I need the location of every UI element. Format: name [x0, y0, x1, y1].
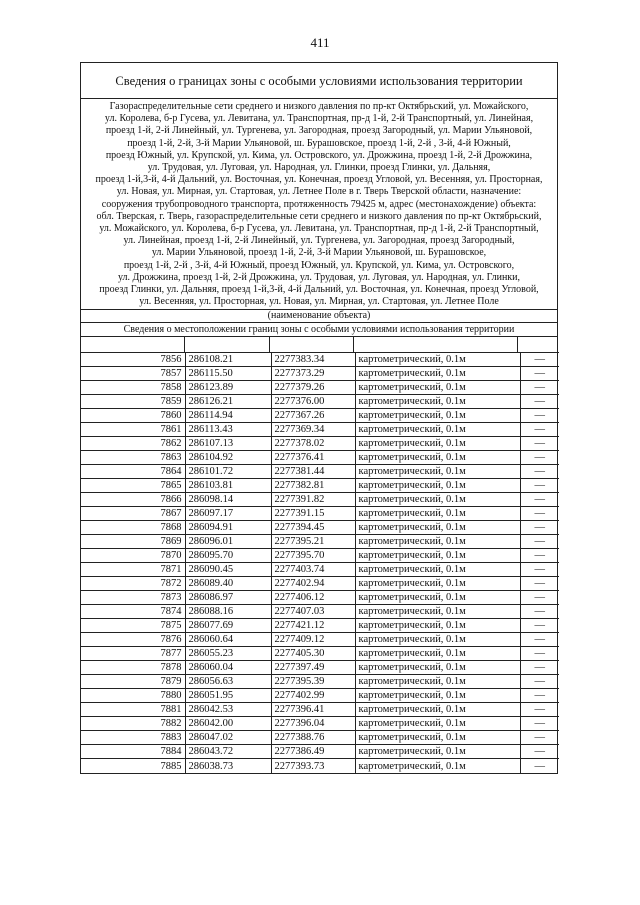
coord-x-cell: 286107.13: [185, 437, 271, 451]
extra-note-cell: —: [520, 437, 559, 451]
method-accuracy-cell: картометрический, 0.1м: [355, 745, 520, 759]
extra-note-cell: —: [520, 661, 559, 675]
coord-x-cell: 286060.64: [185, 633, 271, 647]
method-accuracy-cell: картометрический, 0.1м: [355, 661, 520, 675]
method-accuracy-cell: картометрический, 0.1м: [355, 381, 520, 395]
method-accuracy-cell: картометрический, 0.1м: [355, 633, 520, 647]
coord-y-cell: 2277367.26: [271, 409, 355, 423]
coord-x-cell: 286088.16: [185, 605, 271, 619]
extra-note-cell: —: [520, 381, 559, 395]
extra-note-cell: —: [520, 731, 559, 745]
method-accuracy-cell: картометрический, 0.1м: [355, 647, 520, 661]
extra-note-cell: —: [520, 703, 559, 717]
coord-y-cell: 2277373.29: [271, 367, 355, 381]
description-line: обл. Тверская, г. Тверь, газораспределительные сети среднего и низкого давления по пр-кт Октябрьский,: [96, 210, 542, 222]
description-line: ул. Дрожжина, проезд 1-й, 2-й Дрожжина, ул. Трудовая, ул. Луговая, ул. Народная, ул. Глинки,: [117, 271, 521, 283]
extra-note-cell: —: [520, 591, 559, 605]
coord-x-cell: 286114.94: [185, 409, 271, 423]
method-accuracy-cell: картометрический, 0.1м: [355, 479, 520, 493]
coord-x-cell: 286098.14: [185, 493, 271, 507]
coord-x-cell: 286090.45: [185, 563, 271, 577]
table-row: [81, 577, 559, 591]
coord-y-cell: 2277383.34: [271, 353, 355, 367]
coord-y-cell: 2277378.02: [271, 437, 355, 451]
description-line: ул. Весенняя, ул. Просторная, ул. Новая, ул. Мирная, ул. Стартовая, ул. Летнее Поле: [139, 296, 499, 308]
table-row: [81, 395, 559, 409]
point-number-cell: 7861: [81, 423, 185, 437]
coord-y-cell: 2277406.12: [271, 591, 355, 605]
method-accuracy-cell: картометрический, 0.1м: [355, 507, 520, 521]
object-description: [81, 99, 557, 310]
coord-y-cell: 2277397.49: [271, 661, 355, 675]
method-accuracy-cell: картометрический, 0.1м: [355, 675, 520, 689]
location-section-caption: Сведения о местоположении границ зоны с особыми условиями использования территории: [123, 324, 515, 336]
coord-x-cell: 286108.21: [185, 353, 271, 367]
table-row: [81, 675, 559, 689]
point-number-cell: 7866: [81, 493, 185, 507]
coord-y-cell: 2277402.99: [271, 689, 355, 703]
sheet-title: Сведения о границах зоны с особыми условиями использования территории: [81, 63, 557, 99]
method-accuracy-cell: картометрический, 0.1м: [355, 703, 520, 717]
coord-x-cell: 286047.02: [185, 731, 271, 745]
method-accuracy-cell: картометрический, 0.1м: [355, 353, 520, 367]
point-number-cell: 7862: [81, 437, 185, 451]
coord-x-cell: 286101.72: [185, 465, 271, 479]
extra-note-cell: —: [520, 465, 559, 479]
description-line: ул. Трудовая, ул. Луговая, ул. Народная, ул. Глинки, проезд Глинки, ул. Дальняя,: [147, 162, 491, 174]
method-accuracy-cell: картометрический, 0.1м: [355, 535, 520, 549]
table-row: [81, 437, 559, 451]
table-row: [81, 451, 559, 465]
extra-note-cell: —: [520, 423, 559, 437]
coord-y-cell: 2277407.03: [271, 605, 355, 619]
coord-y-cell: 2277388.76: [271, 731, 355, 745]
method-accuracy-cell: картометрический, 0.1м: [355, 409, 520, 423]
extra-note-cell: —: [520, 535, 559, 549]
point-number-cell: 7879: [81, 675, 185, 689]
method-accuracy-cell: картометрический, 0.1м: [355, 577, 520, 591]
description-line: проезд 1-й, 2-й , 3-й, 4-й Южный, проезд Южный, ул. Крупской, ул. Кима, ул. Островского,: [123, 259, 515, 271]
table-row: [81, 633, 559, 647]
extra-note-cell: —: [520, 717, 559, 731]
coord-x-cell: 286103.81: [185, 479, 271, 493]
coord-y-cell: 2277421.12: [271, 619, 355, 633]
point-number-cell: 7876: [81, 633, 185, 647]
table-row: [81, 689, 559, 703]
coord-y-cell: 2277391.15: [271, 507, 355, 521]
table-row: [81, 479, 559, 493]
coord-y-cell: 2277391.82: [271, 493, 355, 507]
extra-note-cell: —: [520, 605, 559, 619]
coord-y-cell: 2277396.04: [271, 717, 355, 731]
method-accuracy-cell: картометрический, 0.1м: [355, 437, 520, 451]
method-accuracy-cell: картометрический, 0.1м: [355, 465, 520, 479]
method-accuracy-cell: картометрический, 0.1м: [355, 717, 520, 731]
point-number-cell: 7882: [81, 717, 185, 731]
extra-note-cell: —: [520, 689, 559, 703]
description-line: Газораспределительные сети среднего и низкого давления по пр-кт Октябрьский, ул. Можайского,: [109, 101, 529, 112]
table-row: [81, 493, 559, 507]
table-row: [81, 647, 559, 661]
method-accuracy-cell: картометрический, 0.1м: [355, 423, 520, 437]
extra-note-cell: —: [520, 647, 559, 661]
table-row: [81, 465, 559, 479]
coord-x-cell: 286077.69: [185, 619, 271, 633]
extra-note-cell: —: [520, 619, 559, 633]
coord-x-cell: 286094.91: [185, 521, 271, 535]
table-row: [81, 423, 559, 437]
description-line: ул. Можайского, ул. Королева, б-р Гусева, ул. Левитана, ул. Транспортная, пр-д 1-й, 2-й Транспортный,: [99, 223, 539, 235]
description-line: проезд 1-й,3-й, 4-й Дальний, ул. Восточная, ул. Конечная, проезд Угловой, ул. Весенняя, ул. Просторная,: [95, 174, 543, 186]
extra-note-cell: —: [520, 577, 559, 591]
coord-x-cell: 286042.53: [185, 703, 271, 717]
point-number-cell: 7884: [81, 745, 185, 759]
point-number-cell: 7863: [81, 451, 185, 465]
point-number-cell: 7858: [81, 381, 185, 395]
table-row: [81, 521, 559, 535]
method-accuracy-cell: картометрический, 0.1м: [355, 731, 520, 745]
extra-note-cell: —: [520, 745, 559, 759]
point-number-cell: 7878: [81, 661, 185, 675]
method-accuracy-cell: картометрический, 0.1м: [355, 619, 520, 633]
table-row: [81, 381, 559, 395]
coord-x-cell: 286113.43: [185, 423, 271, 437]
coord-x-cell: 286042.00: [185, 717, 271, 731]
coord-x-cell: 286056.63: [185, 675, 271, 689]
method-accuracy-cell: картометрический, 0.1м: [355, 591, 520, 605]
coord-y-cell: 2277394.45: [271, 521, 355, 535]
coord-x-cell: 286055.23: [185, 647, 271, 661]
point-number-cell: 7871: [81, 563, 185, 577]
extra-note-cell: —: [520, 367, 559, 381]
table-row: [81, 745, 559, 759]
extra-note-cell: —: [520, 493, 559, 507]
table-row: [81, 353, 559, 367]
description-line: ул. Марии Ульяновой, проезд 1-й, 2-й, 3-й Марии Ульяновой, ш. Бурашовское,: [151, 247, 487, 259]
coord-y-cell: 2277379.26: [271, 381, 355, 395]
coord-y-cell: 2277395.21: [271, 535, 355, 549]
point-number-cell: 7856: [81, 353, 185, 367]
point-number-cell: 7857: [81, 367, 185, 381]
method-accuracy-cell: картометрический, 0.1м: [355, 395, 520, 409]
coord-x-cell: 286038.73: [185, 759, 271, 773]
method-accuracy-cell: картометрический, 0.1м: [355, 521, 520, 535]
coord-x-cell: 286086.97: [185, 591, 271, 605]
coord-x-cell: 286126.21: [185, 395, 271, 409]
extra-note-cell: —: [520, 563, 559, 577]
point-number-cell: 7880: [81, 689, 185, 703]
coord-x-cell: 286095.70: [185, 549, 271, 563]
extra-note-cell: —: [520, 479, 559, 493]
coord-x-cell: 286104.92: [185, 451, 271, 465]
coord-y-cell: 2277381.44: [271, 465, 355, 479]
method-accuracy-cell: картометрический, 0.1м: [355, 493, 520, 507]
coord-y-cell: 2277395.70: [271, 549, 355, 563]
extra-note-cell: —: [520, 507, 559, 521]
extra-note-cell: —: [520, 395, 559, 409]
description-line: проезд Глинки, ул. Дальняя, проезд 1-й,3-й, 4-й Дальний, ул. Восточная, ул. Конечная, проезд Угловой,: [99, 284, 539, 296]
coordinates-table: [81, 352, 559, 773]
point-number-cell: 7869: [81, 535, 185, 549]
point-number-cell: 7874: [81, 605, 185, 619]
extra-note-cell: —: [520, 521, 559, 535]
point-number-cell: 7877: [81, 647, 185, 661]
coord-x-cell: 286043.72: [185, 745, 271, 759]
point-number-cell: 7870: [81, 549, 185, 563]
description-line: ул. Королева, б-р Гусева, ул. Левитана, ул. Транспортная, пр-д 1-й, 2-й Транспортный, ул. Линейная,: [104, 113, 534, 125]
coord-y-cell: 2277369.34: [271, 423, 355, 437]
table-row: [81, 535, 559, 549]
method-accuracy-cell: картометрический, 0.1м: [355, 549, 520, 563]
method-accuracy-cell: картометрический, 0.1м: [355, 451, 520, 465]
point-number-cell: 7873: [81, 591, 185, 605]
coord-x-cell: 286051.95: [185, 689, 271, 703]
extra-note-cell: —: [520, 353, 559, 367]
coord-y-cell: 2277393.73: [271, 759, 355, 773]
extra-note-cell: —: [520, 409, 559, 423]
table-row: [81, 619, 559, 633]
table-row: [81, 661, 559, 675]
point-number-cell: 7885: [81, 759, 185, 773]
method-accuracy-cell: картометрический, 0.1м: [355, 367, 520, 381]
coord-y-cell: 2277403.74: [271, 563, 355, 577]
point-number-cell: 7868: [81, 521, 185, 535]
coord-y-cell: 2277382.81: [271, 479, 355, 493]
method-accuracy-cell: картометрический, 0.1м: [355, 605, 520, 619]
description-line: ул. Новая, ул. Мирная, ул. Стартовая, ул. Летнее Поле в г. Тверь Тверской области, назначение:: [116, 186, 522, 198]
coord-y-cell: 2277405.30: [271, 647, 355, 661]
coord-y-cell: 2277376.00: [271, 395, 355, 409]
point-number-cell: 7872: [81, 577, 185, 591]
description-line: проезд 1-й, 2-й Линейный, ул. Тургенева, ул. Загородная, проезд Загородный, ул. Марии Ульяновой,: [105, 125, 533, 137]
extra-note-cell: —: [520, 675, 559, 689]
table-header-spacer: [81, 336, 557, 352]
coord-y-cell: 2277396.41: [271, 703, 355, 717]
extra-note-cell: —: [520, 633, 559, 647]
point-number-cell: 7867: [81, 507, 185, 521]
table-row: [81, 717, 559, 731]
table-row: [81, 549, 559, 563]
coord-x-cell: 286123.89: [185, 381, 271, 395]
point-number-cell: 7881: [81, 703, 185, 717]
description-line: сооружения трубопроводного транспорта, протяженность 79425 м, адрес (местонахождение) объекта:: [101, 198, 537, 210]
table-row: [81, 591, 559, 605]
zone-boundary-sheet: [80, 62, 558, 774]
method-accuracy-cell: картометрический, 0.1м: [355, 759, 520, 773]
coord-y-cell: 2277402.94: [271, 577, 355, 591]
description-line: ул. Линейная, проезд 1-й, 2-й Линейный, ул. Тургенева, ул. Загородная, проезд Загородный,: [123, 235, 515, 247]
method-accuracy-cell: картометрический, 0.1м: [355, 689, 520, 703]
point-number-cell: 7864: [81, 465, 185, 479]
table-row: [81, 367, 559, 381]
coord-x-cell: 286096.01: [185, 535, 271, 549]
coord-x-cell: 286089.40: [185, 577, 271, 591]
object-name-caption: (наименование объекта): [81, 310, 557, 323]
table-row: [81, 563, 559, 577]
point-number-cell: 7875: [81, 619, 185, 633]
point-number-cell: 7860: [81, 409, 185, 423]
coord-y-cell: 2277409.12: [271, 633, 355, 647]
point-number-cell: 7865: [81, 479, 185, 493]
coord-x-cell: 286097.17: [185, 507, 271, 521]
table-row: [81, 409, 559, 423]
table-row: [81, 731, 559, 745]
extra-note-cell: —: [520, 451, 559, 465]
coord-y-cell: 2277395.39: [271, 675, 355, 689]
table-row: [81, 759, 559, 773]
description-line: проезд 1-й, 2-й, 3-й Марии Ульяновой, ш. Бурашовское, проезд 1-й, 2-й , 3-й, 4-й Южный,: [127, 137, 511, 149]
extra-note-cell: —: [520, 549, 559, 563]
point-number-cell: 7883: [81, 731, 185, 745]
point-number-cell: 7859: [81, 395, 185, 409]
extra-note-cell: —: [520, 759, 559, 773]
table-row: [81, 703, 559, 717]
coord-y-cell: 2277386.49: [271, 745, 355, 759]
coord-x-cell: 286115.50: [185, 367, 271, 381]
coord-x-cell: 286060.04: [185, 661, 271, 675]
coord-y-cell: 2277376.41: [271, 451, 355, 465]
table-row: [81, 507, 559, 521]
table-row: [81, 605, 559, 619]
page-number: 411: [310, 35, 330, 50]
description-line: проезд Южный, ул. Крупской, ул. Кима, ул. Островского, ул. Дрожжина, проезд 1-й, 2-й Дрожжина,: [105, 149, 533, 161]
method-accuracy-cell: картометрический, 0.1м: [355, 563, 520, 577]
